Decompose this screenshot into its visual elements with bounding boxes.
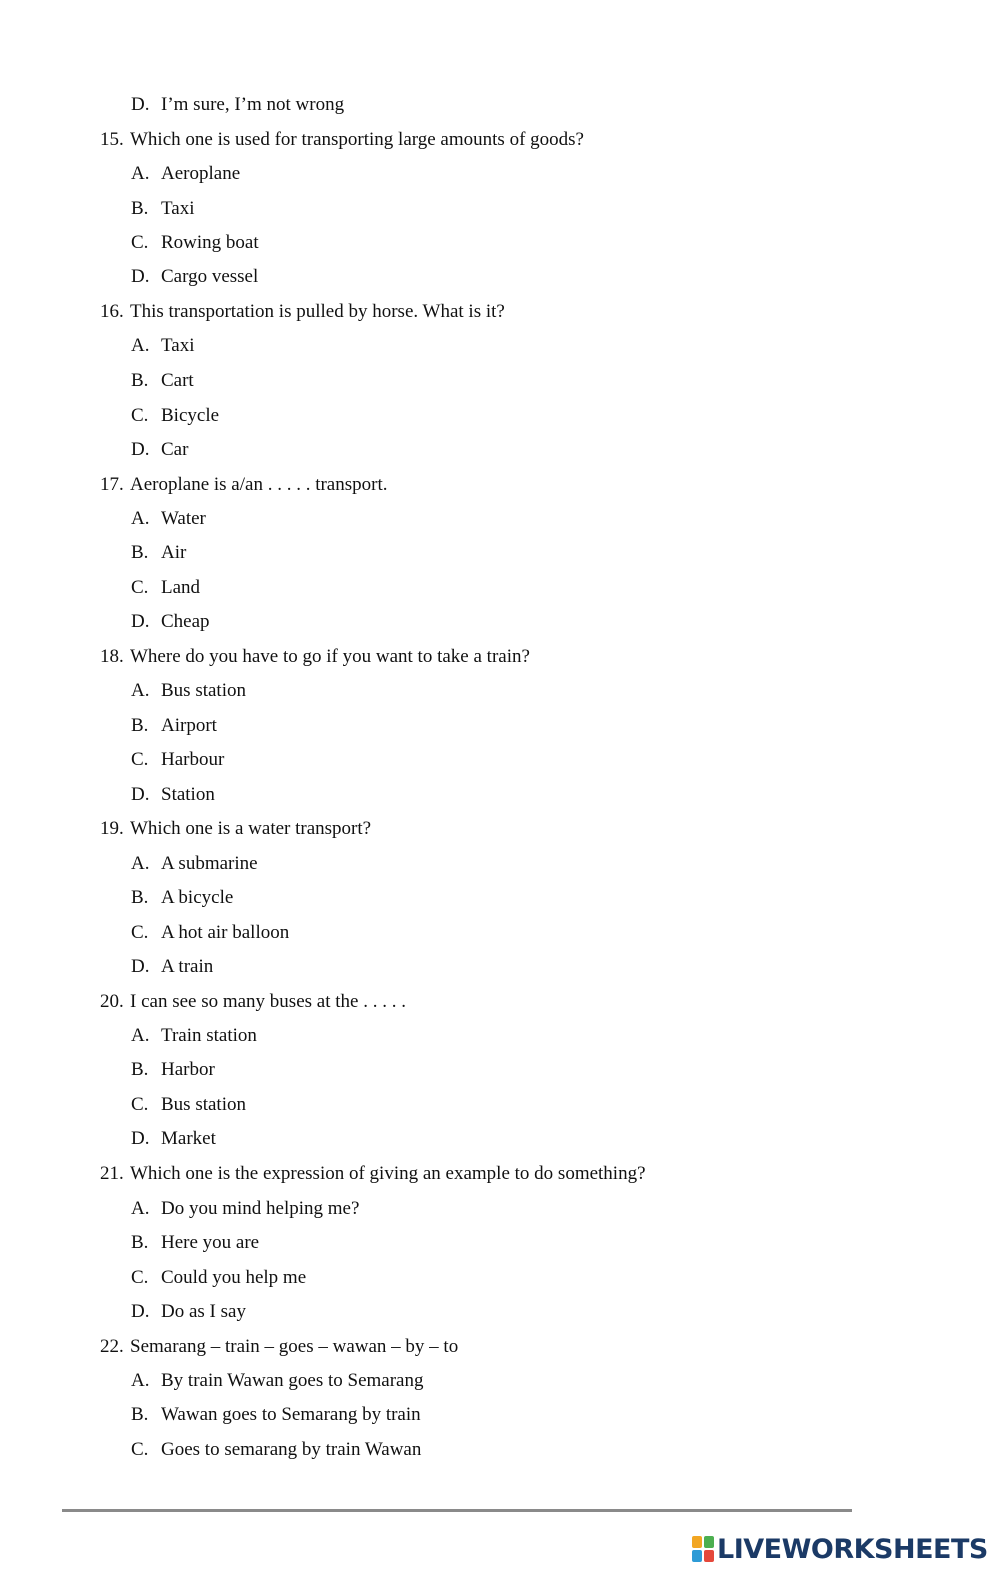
question-21-option-b	[131, 1231, 259, 1255]
option-letter: B.	[131, 370, 149, 391]
question-15-option-d	[131, 265, 258, 289]
question-21-option-c	[131, 1266, 306, 1290]
question-text: Semarang – train – goes – wawan – by – to	[130, 1336, 459, 1357]
question-22-option-b	[131, 1403, 421, 1427]
question-21	[100, 1162, 646, 1186]
option-letter: C.	[131, 1094, 149, 1115]
question-16	[100, 300, 505, 324]
question-21-option-a	[131, 1197, 359, 1221]
question-18-option-b	[131, 714, 217, 738]
question-number: 17.	[100, 474, 124, 495]
question-number: 16.	[100, 301, 124, 322]
question-text: I can see so many buses at the . . . . .	[130, 991, 406, 1012]
option-letter: B.	[131, 1404, 149, 1425]
question-19	[100, 817, 371, 841]
question-18-option-a	[131, 679, 246, 703]
option-text: Bicycle	[161, 405, 220, 426]
question-20-option-c	[131, 1093, 246, 1117]
option-text: By train Wawan goes to Semarang	[161, 1370, 424, 1391]
option-text: Bus station	[161, 680, 246, 701]
option-text: Do you mind helping me?	[161, 1198, 360, 1219]
option-text: Rowing boat	[161, 232, 259, 253]
question-17-option-a	[131, 507, 206, 531]
option-letter: D.	[131, 94, 150, 115]
question-text: Where do you have to go if you want to take a train?	[130, 646, 530, 667]
option-letter: A.	[131, 853, 150, 874]
logo-tile-orange	[692, 1536, 702, 1548]
option-text: Goes to semarang by train Wawan	[161, 1439, 422, 1460]
option-letter: B.	[131, 198, 149, 219]
option-text: Cart	[161, 370, 194, 391]
option-text: Airport	[161, 715, 217, 736]
option-text: Wawan goes to Semarang by train	[161, 1404, 421, 1425]
option-letter: A.	[131, 1025, 150, 1046]
question-number: 19.	[100, 818, 124, 839]
question-15-option-c	[131, 231, 259, 255]
option-text: Here you are	[161, 1232, 260, 1253]
question-20-option-b	[131, 1058, 215, 1082]
option-letter: A.	[131, 680, 150, 701]
option-letter: C.	[131, 232, 149, 253]
option-letter: C.	[131, 1267, 149, 1288]
question-20-option-d	[131, 1127, 216, 1151]
option-text: Cheap	[161, 611, 210, 632]
option-letter: A.	[131, 1370, 150, 1391]
question-19-option-d	[131, 955, 213, 979]
question-15-option-a	[131, 162, 240, 186]
question-text: Which one is used for transporting large amounts of goods?	[130, 129, 584, 150]
option-text: I’m sure, I’m not wrong	[161, 94, 345, 115]
question-20-option-a	[131, 1024, 257, 1048]
option-letter: A.	[131, 1198, 150, 1219]
option-text: A bicycle	[161, 887, 234, 908]
option-text: Aeroplane	[161, 163, 241, 184]
question-number: 21.	[100, 1163, 124, 1184]
option-text: Taxi	[161, 198, 195, 219]
question-number: 22.	[100, 1336, 124, 1357]
option-letter: B.	[131, 715, 149, 736]
option-letter: B.	[131, 542, 149, 563]
logo-tile-red	[704, 1550, 714, 1562]
option-letter: A.	[131, 335, 150, 356]
question-17	[100, 473, 387, 497]
question-17-option-b	[131, 541, 186, 565]
option-letter: D.	[131, 784, 150, 805]
question-text: Which one is a water transport?	[130, 818, 372, 839]
question-18-option-d	[131, 783, 215, 807]
option-text: Could you help me	[161, 1267, 307, 1288]
option-text: Land	[161, 577, 201, 598]
option-letter: B.	[131, 887, 149, 908]
question-21-option-d	[131, 1300, 246, 1324]
option-lead-d	[131, 93, 344, 117]
question-22-option-c	[131, 1438, 421, 1462]
question-16-option-c	[131, 404, 219, 428]
question-18	[100, 645, 530, 669]
question-20	[100, 990, 406, 1014]
option-text: Car	[161, 439, 189, 460]
option-letter: C.	[131, 577, 149, 598]
option-letter: D.	[131, 611, 150, 632]
question-22-option-a	[131, 1369, 423, 1393]
question-15	[100, 128, 584, 152]
option-text: Market	[161, 1128, 216, 1149]
option-text: Cargo vessel	[161, 266, 259, 287]
question-15-option-b	[131, 197, 195, 221]
question-19-option-a	[131, 852, 258, 876]
question-number: 20.	[100, 991, 124, 1012]
option-text: Harbour	[161, 749, 225, 770]
liveworksheets-logo-icon	[692, 1536, 714, 1562]
question-text: Which one is the expression of giving an example to do something?	[130, 1163, 646, 1184]
option-text: Train station	[161, 1025, 257, 1046]
option-letter: B.	[131, 1059, 149, 1080]
option-text: Taxi	[161, 335, 195, 356]
question-16-option-a	[131, 334, 195, 358]
option-text: Harbor	[161, 1059, 215, 1080]
question-19-option-c	[131, 921, 289, 945]
option-text: A submarine	[161, 853, 258, 874]
question-16-option-b	[131, 369, 194, 393]
question-17-option-d	[131, 610, 210, 634]
option-text: A train	[161, 956, 214, 977]
option-text: Water	[161, 508, 206, 529]
option-letter: D.	[131, 266, 150, 287]
question-17-option-c	[131, 576, 200, 600]
option-text: Station	[161, 784, 215, 805]
question-text: This transportation is pulled by horse. What is it?	[130, 301, 505, 322]
logo-tile-green	[704, 1536, 714, 1548]
option-letter: C.	[131, 1439, 149, 1460]
footer-divider	[62, 1509, 852, 1512]
question-number: 15.	[100, 129, 124, 150]
option-text: A hot air balloon	[161, 922, 290, 943]
option-text: Bus station	[161, 1094, 246, 1115]
option-letter: D.	[131, 956, 150, 977]
option-letter: A.	[131, 508, 150, 529]
option-letter: D.	[131, 439, 150, 460]
option-letter: C.	[131, 405, 149, 426]
question-text: Aeroplane is a/an . . . . . transport.	[130, 474, 388, 495]
option-text: Do as I say	[161, 1301, 246, 1322]
option-letter: C.	[131, 749, 149, 770]
question-number: 18.	[100, 646, 124, 667]
option-letter: B.	[131, 1232, 149, 1253]
brand-name: LIVEWORKSHEETS	[717, 1533, 988, 1565]
liveworksheets-brand	[692, 1534, 988, 1564]
question-19-option-b	[131, 886, 233, 910]
logo-tile-blue	[692, 1550, 702, 1562]
question-18-option-c	[131, 748, 224, 772]
option-letter: C.	[131, 922, 149, 943]
option-letter: D.	[131, 1301, 150, 1322]
option-letter: A.	[131, 163, 150, 184]
option-letter: D.	[131, 1128, 150, 1149]
option-text: Air	[161, 542, 187, 563]
question-22	[100, 1335, 458, 1359]
question-16-option-d	[131, 438, 188, 462]
